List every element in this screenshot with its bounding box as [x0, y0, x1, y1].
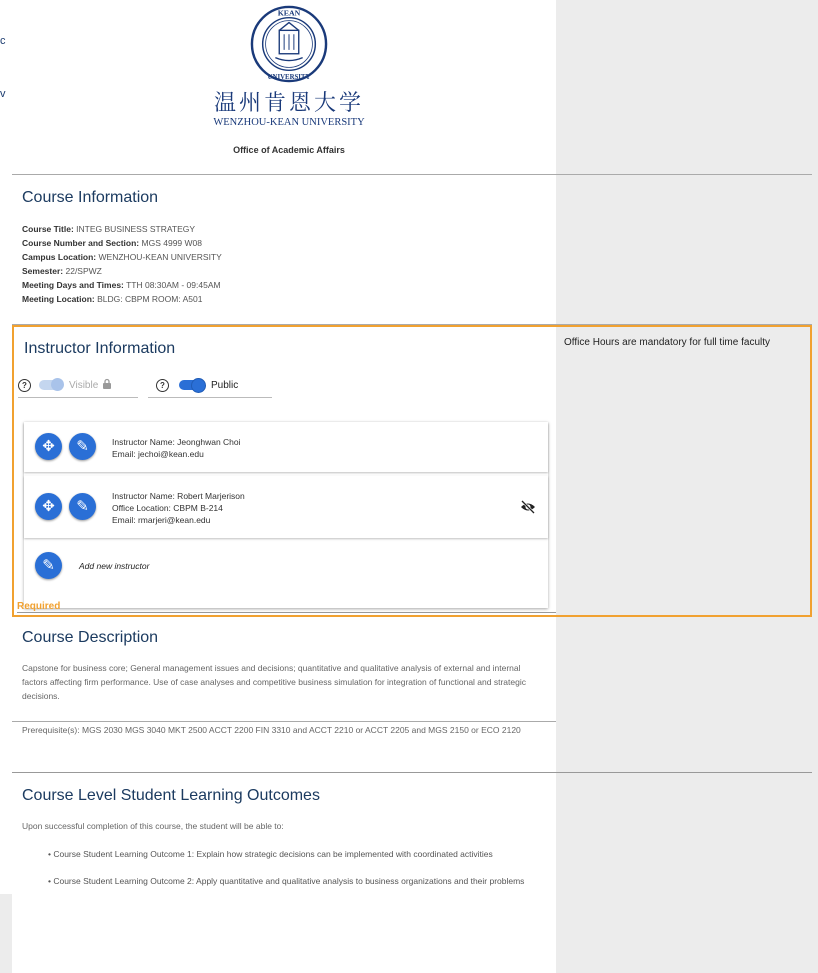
svg-text:UNIVERSITY: UNIVERSITY	[267, 74, 311, 82]
edit-pencil-icon[interactable]: ✎	[69, 493, 96, 520]
outcome-item: • Course Student Learning Outcome 1: Explain how strategic decisions can be implemented with coordinated activities	[48, 849, 493, 859]
add-instructor-row[interactable]	[24, 542, 548, 588]
visible-label: Visible	[69, 379, 99, 391]
outcome-item: • Course Student Learning Outcome 2: Apply quantitative and qualitative analysis to business organizations and their problems	[48, 876, 525, 886]
instructor-list	[24, 422, 548, 608]
meeting-location-row: Meeting Location: BLDG: CBPM ROOM: A501	[22, 294, 203, 304]
edit-pencil-icon[interactable]: ✎	[69, 433, 96, 460]
instructor-card	[24, 422, 548, 472]
public-label: Public	[211, 379, 239, 391]
instructor-office: Office Location: CBPM B-214	[112, 503, 223, 513]
office-name: Office of Academic Affairs	[233, 145, 345, 155]
instructor-email: Email: rmarjeri@kean.edu	[112, 515, 211, 525]
left-panel-stub	[0, 0, 12, 894]
instructor-information-heading: Instructor Information	[24, 340, 176, 357]
university-chinese-name: 温州肯恩大学	[213, 91, 364, 116]
divider	[17, 612, 556, 613]
learning-outcomes-heading: Course Level Student Learning Outcomes	[22, 787, 320, 804]
instructor-name: Instructor Name: Robert Marjerison	[112, 491, 245, 501]
public-toggle-group	[148, 373, 272, 398]
help-icon[interactable]: ?	[18, 379, 31, 392]
course-info-list	[22, 222, 222, 306]
meeting-times-row: Meeting Days and Times: TTH 08:30AM - 09:45AM	[22, 280, 221, 290]
instructor-email: Email: jechoi@kean.edu	[112, 449, 204, 459]
campus-location-row: Campus Location: WENZHOU-KEAN UNIVERSITY	[22, 252, 222, 262]
visible-toggle	[39, 380, 63, 390]
divider	[12, 721, 556, 722]
stub-char: v	[0, 88, 6, 100]
course-description-section	[12, 617, 812, 773]
visible-toggle-group	[18, 373, 138, 398]
lock-icon	[102, 378, 112, 389]
add-new-instructor-label[interactable]: Add new instructor	[79, 561, 150, 571]
instructor-details	[112, 490, 245, 526]
header-band	[12, 0, 812, 175]
public-toggle[interactable]	[179, 380, 203, 390]
instructor-details	[112, 436, 241, 460]
syllabus-form	[12, 0, 812, 973]
stub-char: c	[0, 35, 6, 47]
edit-pencil-icon[interactable]: ✎	[35, 552, 62, 579]
help-icon[interactable]: ?	[156, 379, 169, 392]
course-description-heading: Course Description	[22, 629, 159, 646]
course-title-row: Course Title: INTEG BUSINESS STRATEGY	[22, 224, 196, 234]
prerequisites-text: Prerequisite(s): MGS 2030 MGS 3040 MKT 2500 ACCT 2200 FIN 3310 and ACCT 2210 or ACCT 2205 and MGS 2150 or ECO 2120	[22, 725, 521, 735]
instructor-name: Instructor Name: Jeonghwan Choi	[112, 437, 241, 447]
course-information-heading: Course Information	[22, 189, 159, 206]
university-english-name: WENZHOU-KEAN UNIVERSITY	[213, 117, 365, 128]
required-indicator: Required	[17, 601, 61, 612]
course-description-text: Capstone for business core; General management issues and decisions; quantitative and qualitative analysis of external and internal factors affecting firm performance. Use of case analyses and competitive business simulation for integration of functional and strategic decisions.	[22, 663, 526, 701]
university-seal-logo	[250, 5, 328, 83]
course-information-section	[12, 175, 812, 325]
instructor-card	[24, 476, 548, 538]
move-icon[interactable]: ✥	[35, 433, 62, 460]
course-number-row: Course Number and Section: MGS 4999 W08	[22, 238, 202, 248]
svg-text:KEAN: KEAN	[277, 8, 301, 18]
outcomes-intro: Upon successful completion of this course, the student will be able to:	[22, 821, 284, 831]
hidden-eye-icon[interactable]	[520, 500, 536, 514]
learning-outcomes-section	[12, 773, 812, 973]
instructor-information-section	[12, 325, 812, 617]
move-icon[interactable]: ✥	[35, 493, 62, 520]
semester-row: Semester: 22/SPWZ	[22, 266, 102, 276]
office-hours-note: Office Hours are mandatory for full time faculty	[564, 337, 771, 348]
